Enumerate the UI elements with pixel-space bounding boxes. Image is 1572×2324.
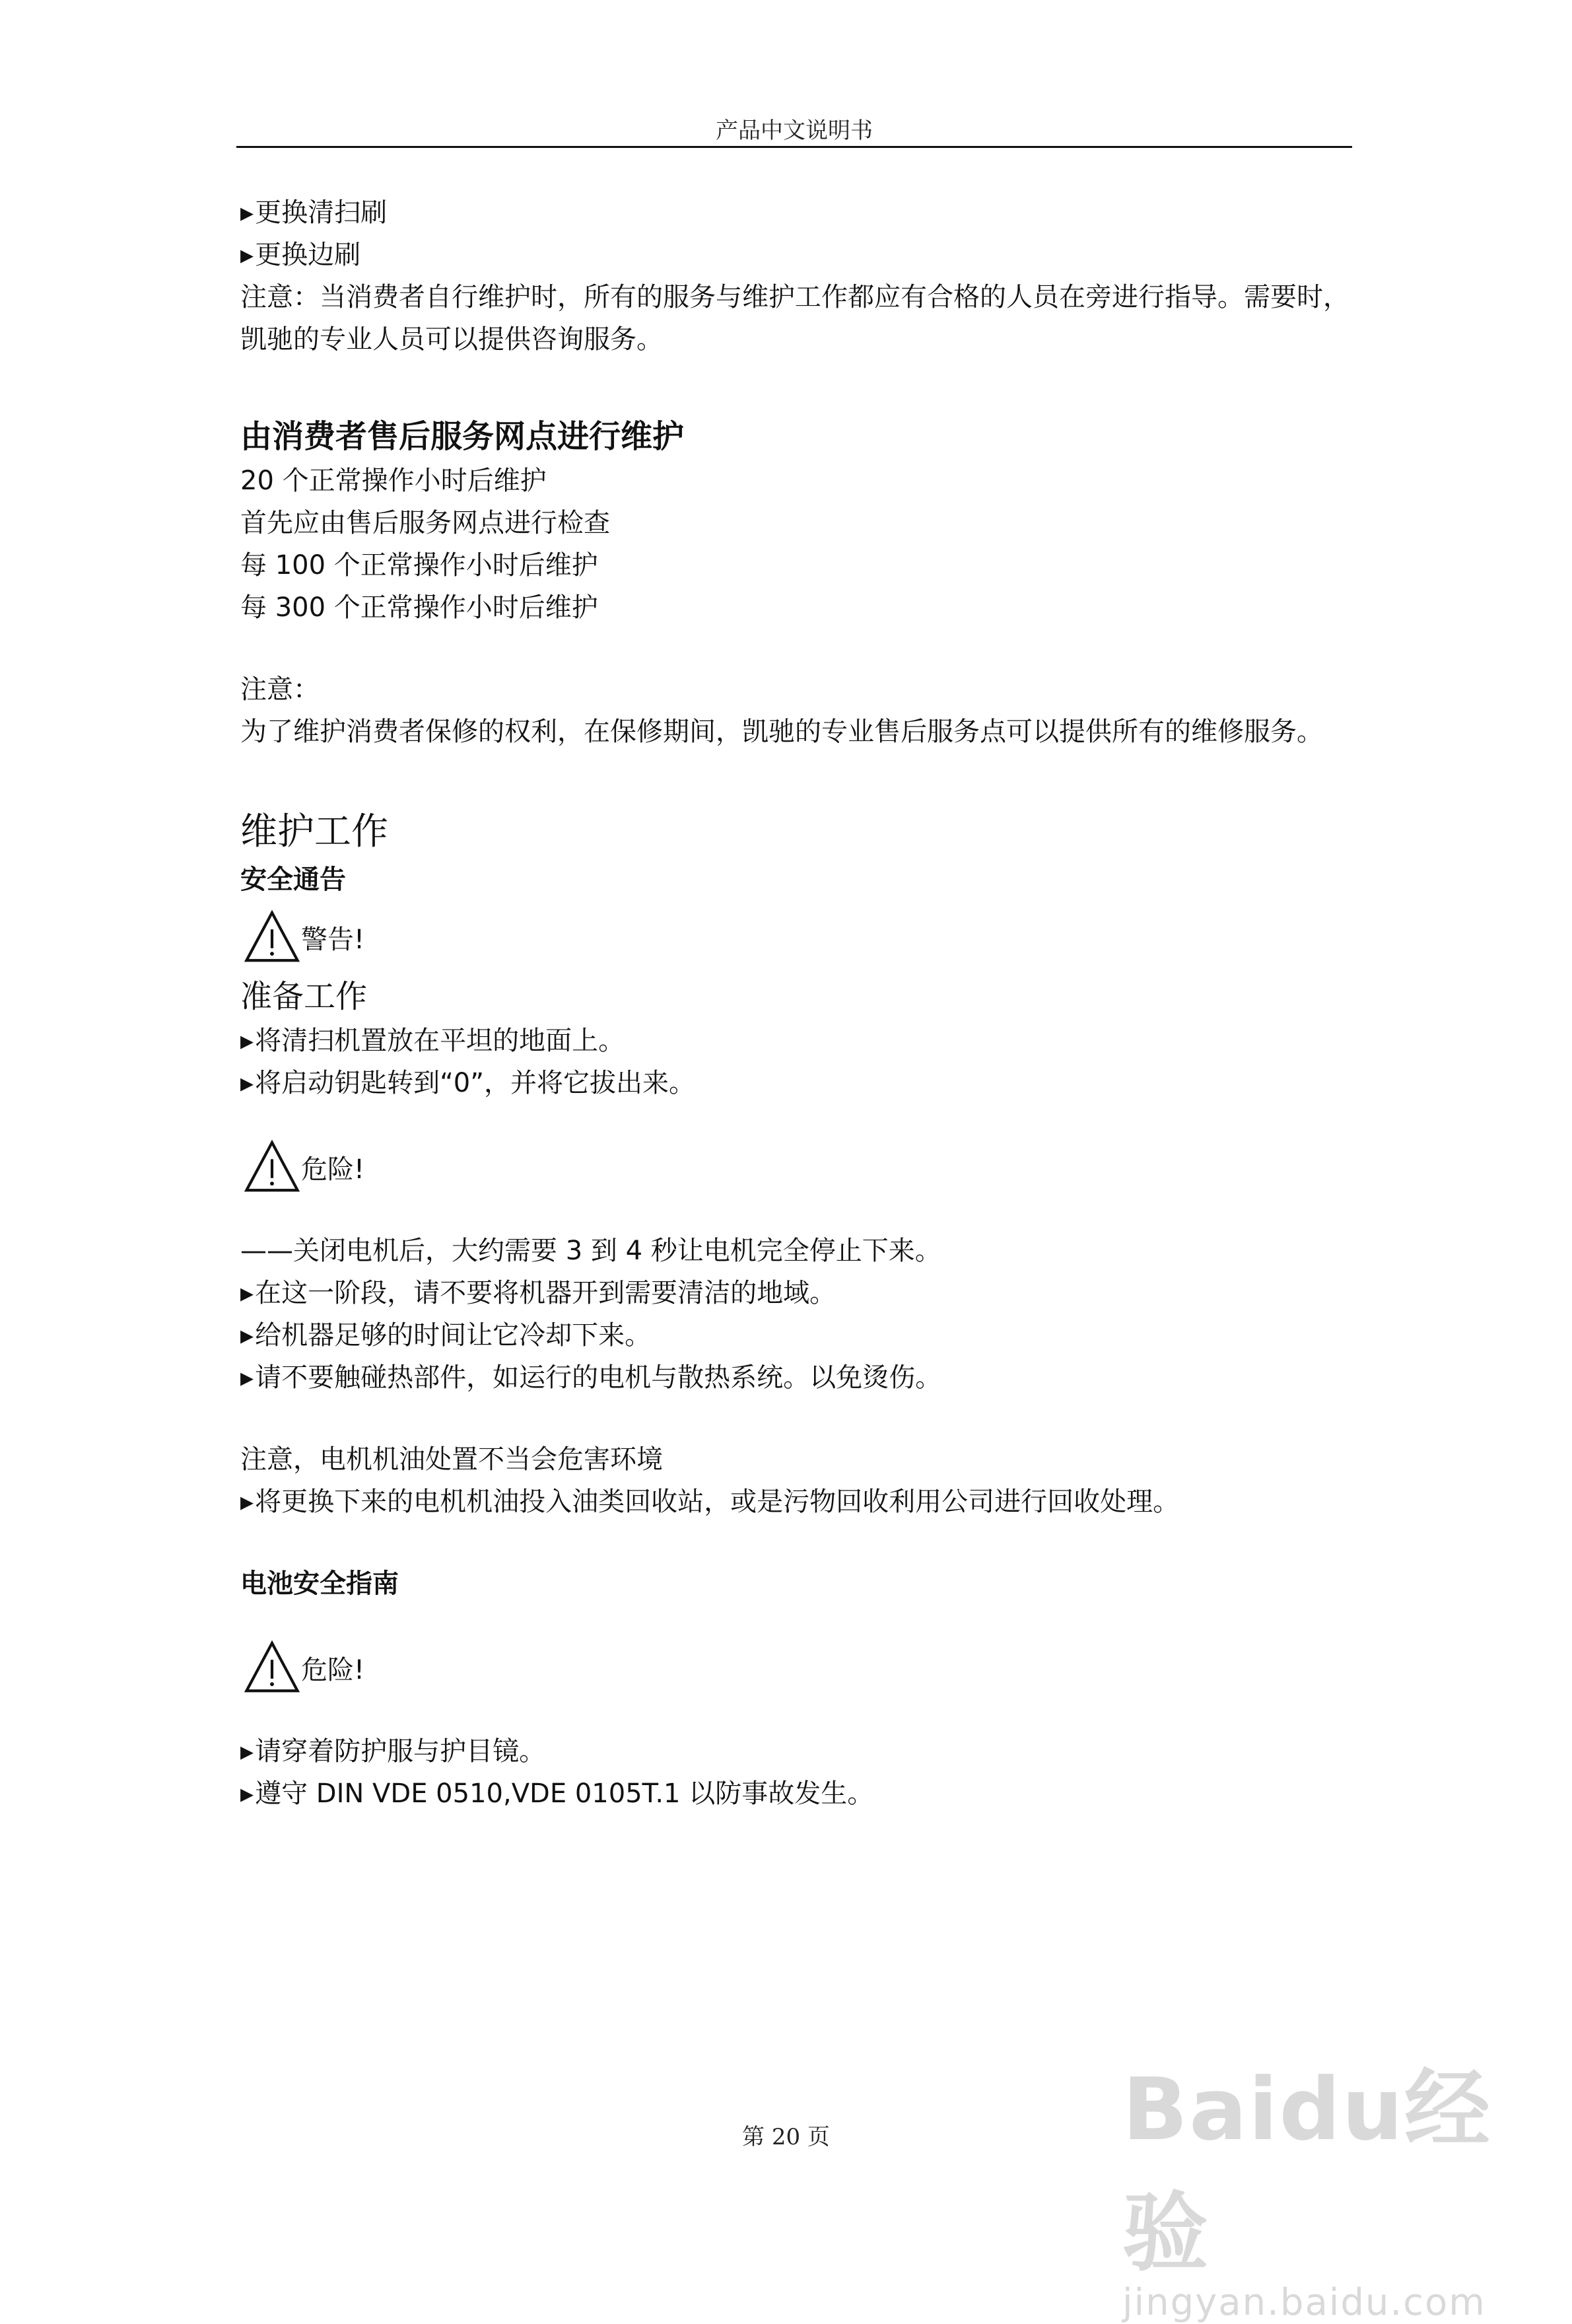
- heading-preparation: 准备工作: [240, 978, 368, 1015]
- bullet-oil-recycle: ▸ 将更换下来的电机机油投入油类回收站，或是污物回收利用公司进行回收处理。: [240, 1481, 1356, 1523]
- warning-triangle-icon: [244, 1640, 300, 1695]
- watermark-main-text: Baidu经验: [1122, 2059, 1491, 2283]
- bullet-replace-brush: ▸ 更换清扫刷: [240, 192, 1356, 234]
- danger-label: 危险!: [301, 1154, 365, 1185]
- heading-battery-safety: 电池安全指南: [240, 1568, 399, 1599]
- warning-triangle-icon: [244, 1139, 300, 1195]
- watermark-url-text: jingyan.baidu.com: [1122, 2281, 1486, 2324]
- bullet-din-vde: ▸ 遵守 DIN VDE 0510,VDE 0105T.1 以防事故发生。: [240, 1773, 1356, 1815]
- page-header-title: 产品中文说明书: [716, 118, 873, 144]
- danger-label: 危险!: [301, 1654, 365, 1685]
- line-inspection: 首先应由售后服务网点进行检查: [240, 508, 610, 538]
- bullet-cool-down: ▸ 给机器足够的时间让它冷却下来。: [240, 1314, 1356, 1356]
- line-100-hours: 每 100 个正常操作小时后维护: [240, 550, 598, 581]
- warning-triangle-icon: [244, 909, 300, 965]
- line-300-hours: 每 300 个正常操作小时后维护: [240, 592, 598, 623]
- bullet-place-flat: ▸ 将清扫机置放在平坦的地面上。: [240, 1020, 1356, 1062]
- heading-maintenance-work: 维护工作: [240, 810, 388, 853]
- line-motor-stop: ——关闭电机后，大约需要 3 到 4 秒让电机完全停止下来。: [240, 1236, 941, 1266]
- bullet-hot-parts: ▸ 请不要触碰热部件，如运行的电机与散热系统。以免烫伤。: [240, 1356, 1356, 1399]
- subheading-safety-notice: 安全通告: [240, 864, 346, 895]
- page-content: [240, 192, 1356, 1815]
- heading-service-maintenance: 由消费者售后服务网点进行维护: [240, 418, 685, 455]
- note-oil-environment: 注意，电机机油处置不当会危害环境: [240, 1444, 663, 1475]
- danger-row-2: [240, 1631, 1356, 1704]
- baidu-watermark: [1122, 2041, 1545, 2324]
- warning-label: 警告!: [301, 924, 365, 955]
- header-rule: [236, 146, 1352, 148]
- bullet-protective-wear: ▸ 请穿着防护服与护目镜。: [240, 1730, 1356, 1773]
- note-self-maintenance: 注意：当消费者自行维护时，所有的服务与维护工作都应有合格的人员在旁进行指导。需要时，凯驰的专业人员可以提供咨询服务。: [240, 282, 1350, 355]
- warning-row: [240, 901, 1356, 973]
- bullet-no-drive: ▸ 在这一阶段，请不要将机器开到需要清洁的地域。: [240, 1272, 1356, 1314]
- line-20-hours: 20 个正常操作小时后维护: [240, 466, 547, 496]
- note-label: 注意：: [240, 674, 320, 705]
- page-number: 第 20 页: [742, 2124, 830, 2150]
- bullet-replace-side-brush: ▸ 更换边刷: [240, 234, 1356, 276]
- note-warranty: 为了维护消费者保修的权利，在保修期间，凯驰的专业售后服务点可以提供所有的维修服务。: [240, 717, 1323, 747]
- bullet-remove-key: ▸ 将启动钥匙转到“0”，并将它拔出来。: [240, 1062, 1356, 1104]
- danger-row-1: [240, 1131, 1356, 1203]
